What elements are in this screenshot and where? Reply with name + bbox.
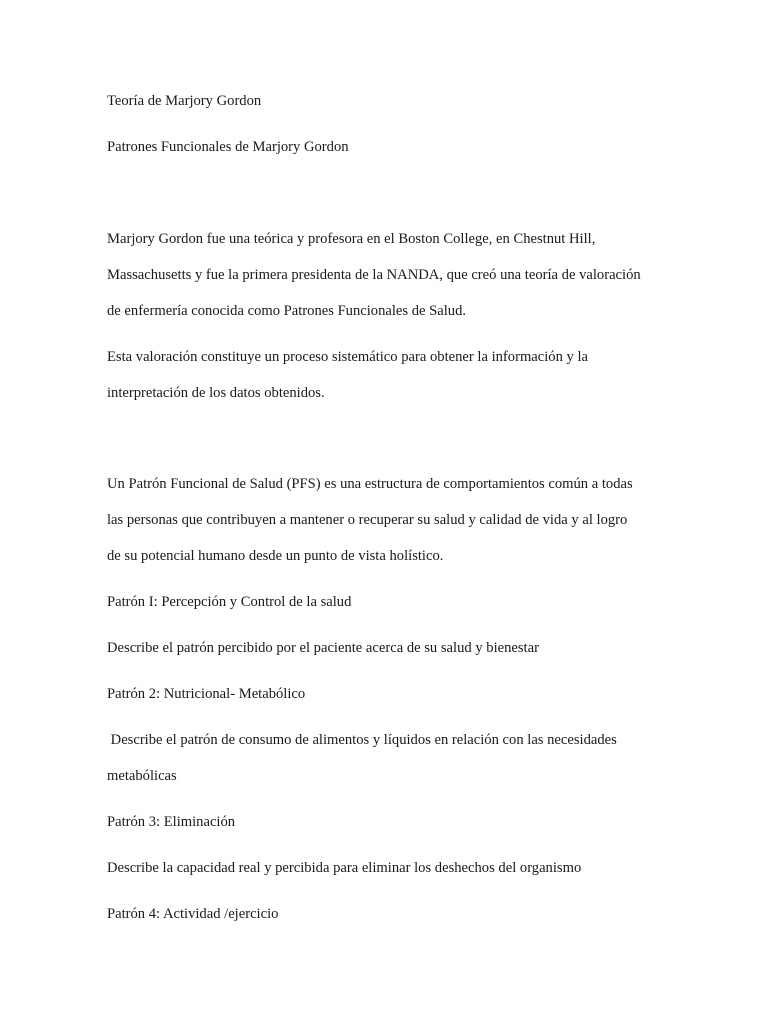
paragraph-line: de su potencial humano desde un punto de vista holístico.	[107, 548, 444, 564]
pattern-heading: Patrón 2: Nutricional- Metabólico	[107, 686, 306, 702]
paragraph-line: Marjory Gordon fue una teórica y profesora en el Boston College, en Chestnut Hill,	[107, 231, 596, 247]
paragraph-line: interpretación de los datos obtenidos.	[107, 385, 325, 401]
paragraph-line: de enfermería conocida como Patrones Funcionales de Salud.	[107, 303, 467, 319]
pattern-heading: Patrón 4: Actividad /ejercicio	[107, 906, 279, 922]
pattern-heading: Patrón I: Percepción y Control de la salud	[107, 594, 352, 610]
paragraph-line: Un Patrón Funcional de Salud (PFS) es una estructura de comportamientos común a todas	[107, 476, 633, 492]
paragraph-line: Esta valoración constituye un proceso sistemático para obtener la información y la	[107, 349, 589, 365]
pattern-description: Describe el patrón de consumo de alimentos y líquidos en relación con las necesidades	[107, 732, 617, 748]
document-title: Teoría de Marjory Gordon	[107, 93, 262, 109]
paragraph-line: las personas que contribuyen a mantener o recuperar su salud y calidad de vida y al logro	[107, 512, 628, 528]
document-subtitle: Patrones Funcionales de Marjory Gordon	[107, 139, 349, 155]
pattern-description: Describe el patrón percibido por el paciente acerca de su salud y bienestar	[107, 640, 539, 656]
pattern-heading: Patrón 3: Eliminación	[107, 814, 236, 830]
pattern-description: Describe la capacidad real y percibida para eliminar los deshechos del organismo	[107, 860, 582, 876]
pattern-description: metabólicas	[107, 768, 177, 784]
paragraph-line: Massachusetts y fue la primera presidenta de la NANDA, que creó una teoría de valoración	[107, 267, 641, 283]
